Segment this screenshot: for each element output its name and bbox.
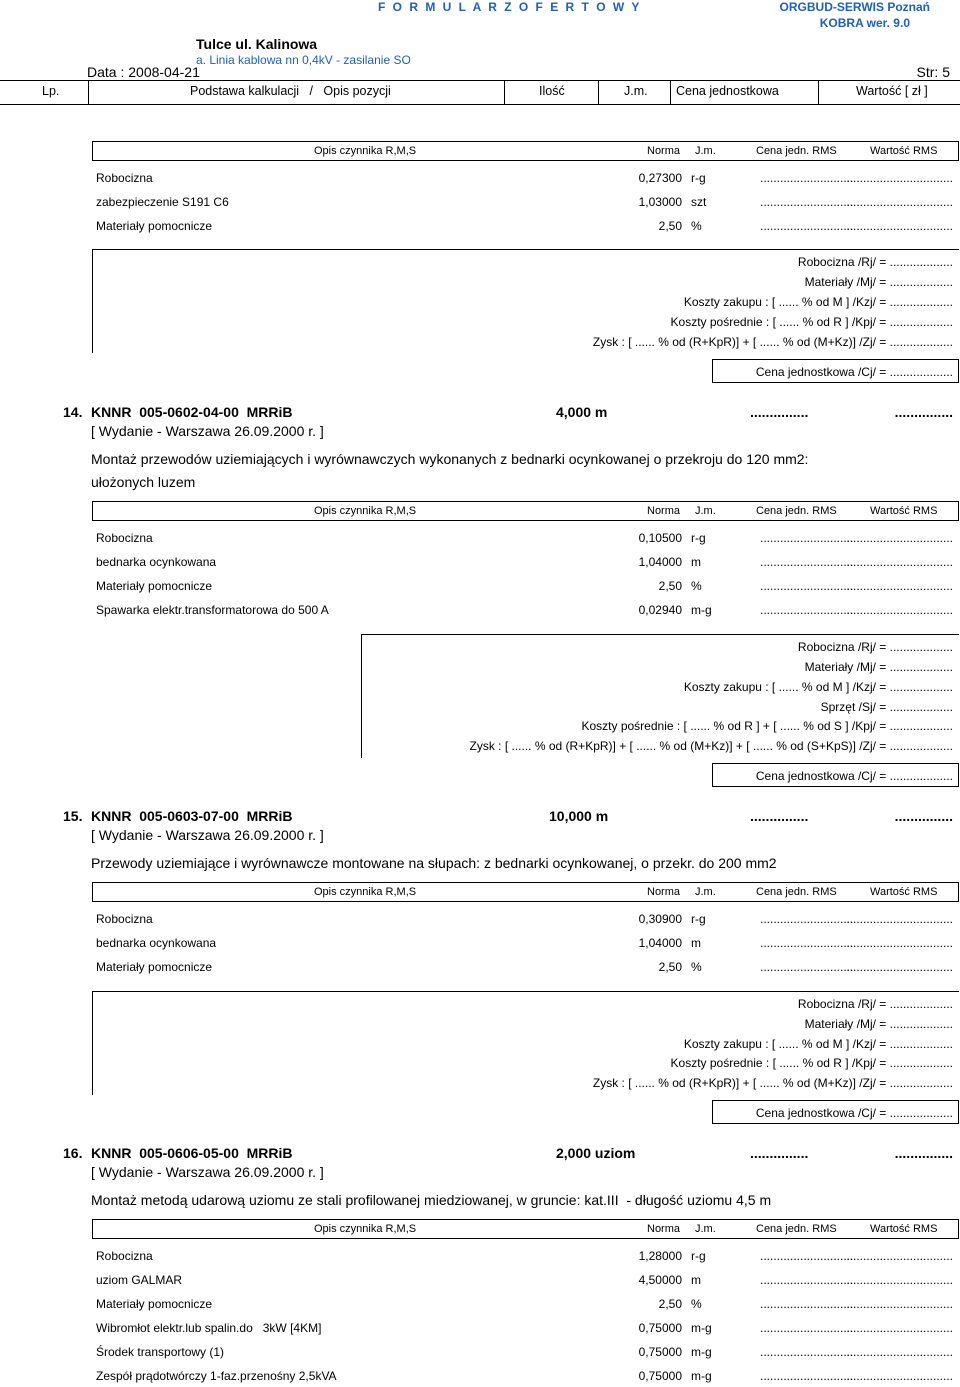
rms-col-norma: Norma: [647, 145, 681, 157]
column-separator: [504, 80, 505, 104]
position-number: 14.: [63, 404, 83, 420]
column-separator: [88, 80, 89, 104]
position-edition: [ Wydanie - Warszawa 26.09.2000 r. ]: [91, 423, 324, 439]
rms-norma: 0,27300: [638, 171, 682, 185]
position-code: KNNR 005-0606-05-00 MRRiB: [91, 1145, 293, 1161]
rms-name: Materiały pomocnicze: [96, 219, 213, 233]
rms-row: Robocizna 0,30900 r-g ............................ ................................: [96, 912, 953, 926]
col-unit-price: Cena jednostkowa: [676, 84, 779, 98]
summary-purchase-costs: Koszty zakupu : [ ...... % od M ] /Kzj/ = ...................: [683, 1037, 953, 1051]
company-name: ORGBUD-SERWIS Poznań: [779, 0, 930, 14]
position-value-placeholder: ...............: [894, 404, 953, 420]
rms-col-wartosc: Wartość RMS: [870, 145, 938, 157]
position-price-placeholder: ...............: [750, 1145, 809, 1161]
rms-header: Opis czynnika R,M,S Norma J.m. Cena jedn. RMS Wartość RMS: [92, 501, 959, 521]
rms-row: Zespół prądotwórczy 1-faz.przenośny 2,5kVA 0,75000 m-g ............................ ................................: [96, 1369, 953, 1383]
rms-value-placeholder: ................................: [846, 171, 953, 185]
rms-value-placeholder: ................................: [846, 219, 953, 233]
rms-row: [0, 219, 960, 235]
column-separator: [818, 80, 819, 104]
rms-header: [92, 141, 959, 161]
software-version: KOBRA wer. 9.0: [819, 16, 910, 30]
rms-row: uziom GALMAR 4,50000 m ............................ ................................: [96, 1273, 953, 1287]
col-basis: Podstawa kalkulacji / Opis pozycji: [190, 84, 391, 98]
header-top-rule: [0, 80, 960, 81]
rms-value-placeholder: ................................: [846, 195, 953, 209]
position-quantity: 10,000 m: [549, 808, 609, 824]
rms-norma: 1,03000: [638, 195, 682, 209]
rms-header: Opis czynnika R,M,S Norma J.m. Cena jedn. RMS Wartość RMS: [92, 1219, 959, 1239]
summary-indirect-costs: Koszty pośrednie : [ ...... % od R ] + [ ...... % od S ] /Kpj/ = ...................: [581, 719, 953, 733]
summary-profit: Zysk : [ ...... % od (R+KpR)] + [ ...... % od (M+Kz)] /Zj/ = ...................: [592, 1076, 953, 1090]
summary-unit-price: Cena jednostkowa /Cj/ = ...................: [755, 1106, 953, 1120]
column-separator: [670, 80, 671, 104]
rms-row: bednarka ocynkowana 1,04000 m ............................ ................................: [96, 936, 953, 950]
summary-indirect-costs: Koszty pośrednie : [ ...... % od R ] /Kpj/ = ...................: [670, 1056, 953, 1070]
summary-materials: Materiały /Mj/ = ...................: [804, 275, 953, 289]
summary-unit-price: Cena jednostkowa /Cj/ = ...................: [755, 365, 953, 379]
col-unit: J.m.: [624, 84, 648, 98]
rms-header: Opis czynnika R,M,S Norma J.m. Cena jedn. RMS Wartość RMS: [92, 882, 959, 902]
rms-price-placeholder: ............................: [760, 219, 854, 233]
rms-row: Materiały pomocnicze 2,50 % ............................ ................................: [96, 960, 953, 974]
rms-price-placeholder: ............................: [760, 171, 854, 185]
rms-jm: szt: [691, 195, 707, 209]
summary-equipment: Sprzęt /Sj/ = ...................: [820, 700, 953, 714]
position-description: Przewody uziemiające i wyrównawcze montowane na słupach: z bednarki ocynkowanej, o przekr. do 200 mm2: [91, 855, 777, 871]
rms-row: Środek transportowy (1) 0,75000 m-g ............................ ................................: [96, 1345, 953, 1359]
rms-col-cena: Cena jedn. RMS: [756, 145, 837, 157]
rms-price-placeholder: ............................: [760, 195, 854, 209]
position-edition: [ Wydanie - Warszawa 26.09.2000 r. ]: [91, 827, 324, 843]
position-number: 16.: [63, 1145, 83, 1161]
rms-row: Wibromłot elektr.lub spalin.do 3kW [4KM] 0,75000 m-g ............................ ................................: [96, 1321, 953, 1335]
rms-col-desc: Opis czynnika R,M,S: [314, 145, 417, 157]
project-subtitle: a. Linia kablowa nn 0,4kV - zasilanie SO: [196, 53, 411, 67]
summary-labor: Robocizna /Rj/ = ...................: [797, 255, 953, 269]
form-title: F O R M U L A R Z O F E R T O W Y: [378, 0, 642, 14]
summary-labor: Robocizna /Rj/ = ...................: [797, 997, 953, 1011]
rms-name: zabezpieczenie S191 C6: [96, 195, 229, 209]
project-title: Tulce ul. Kalinowa: [196, 36, 318, 52]
position-description: Montaż metodą udarową uziomu ze stali profilowanej miedziowanej, w gruncie: kat.III - długość uziomu 4,5 m: [91, 1192, 772, 1208]
position-code: KNNR 005-0602-04-00 MRRiB: [91, 404, 293, 420]
position-code: KNNR 005-0603-07-00 MRRiB: [91, 808, 293, 824]
summary-materials: Materiały /Mj/ = ...................: [804, 660, 953, 674]
summary-unit-price: Cena jednostkowa /Cj/ = ...................: [755, 769, 953, 783]
position-number: 15.: [63, 808, 83, 824]
rms-row: Materiały pomocnicze 2,50 % ............................ ................................: [96, 1297, 953, 1311]
rms-row: Robocizna 0,10500 r-g ............................ ................................: [96, 531, 953, 545]
document-date: Data : 2008-04-21: [87, 64, 200, 80]
position-edition: [ Wydanie - Warszawa 26.09.2000 r. ]: [91, 1164, 324, 1180]
summary-indirect-costs: Koszty pośrednie : [ ...... % od R ] /Kpj/ = ...................: [670, 315, 953, 329]
summary-purchase-costs: Koszty zakupu : [ ...... % od M ] /Kzj/ = ...................: [683, 680, 953, 694]
page-number: Str: 5: [916, 64, 950, 80]
summary-labor: Robocizna /Rj/ = ...................: [797, 640, 953, 654]
summary-materials: Materiały /Mj/ = ...................: [804, 1017, 953, 1031]
position-value-placeholder: ...............: [894, 808, 953, 824]
summary-profit: Zysk : [ ...... % od (R+KpR)] + [ ...... % od (M+Kz)] + [ ...... % od (S+KpS)] /Zj/ = ...................: [469, 739, 953, 753]
rms-jm: %: [691, 219, 702, 233]
rms-row: [0, 171, 960, 187]
summary-profit: Zysk : [ ...... % od (R+KpR)] + [ ...... % od (M+Kz)] /Zj/ = ...................: [592, 335, 953, 349]
position-quantity: 4,000 m: [556, 404, 608, 420]
rms-name: Robocizna: [96, 171, 153, 185]
header-bottom-rule: [0, 104, 960, 105]
rms-row: [0, 195, 960, 211]
rms-row: Spawarka elektr.transformatorowa do 500 A 0,02940 m-g ............................ ................................: [96, 603, 953, 617]
summary-purchase-costs: Koszty zakupu : [ ...... % od M ] /Kzj/ = ...................: [683, 295, 953, 309]
rms-row: Materiały pomocnicze 2,50 % ............................ ................................: [96, 579, 953, 593]
rms-jm: r-g: [691, 171, 706, 185]
position-description: Montaż przewodów uziemiających i wyrównawczych wykonanych z bednarki ocynkowanej o przekroju do 120 mm2: ułożonych luzem: [91, 451, 809, 490]
position-quantity: 2,000 uziom: [556, 1145, 636, 1161]
rms-row: bednarka ocynkowana 1,04000 m ............................ ................................: [96, 555, 953, 569]
position-price-placeholder: ...............: [750, 404, 809, 420]
rms-row: Robocizna 1,28000 r-g ............................ ................................: [96, 1249, 953, 1263]
rms-col-jm: J.m.: [695, 145, 716, 157]
rms-norma: 2,50: [658, 219, 682, 233]
position-price-placeholder: ...............: [750, 808, 809, 824]
col-value: Wartość [ zł ]: [856, 84, 928, 98]
position-value-placeholder: ...............: [894, 1145, 953, 1161]
column-separator: [598, 80, 599, 104]
col-lp: Lp.: [42, 84, 60, 98]
col-qty: Ilość: [539, 84, 565, 98]
